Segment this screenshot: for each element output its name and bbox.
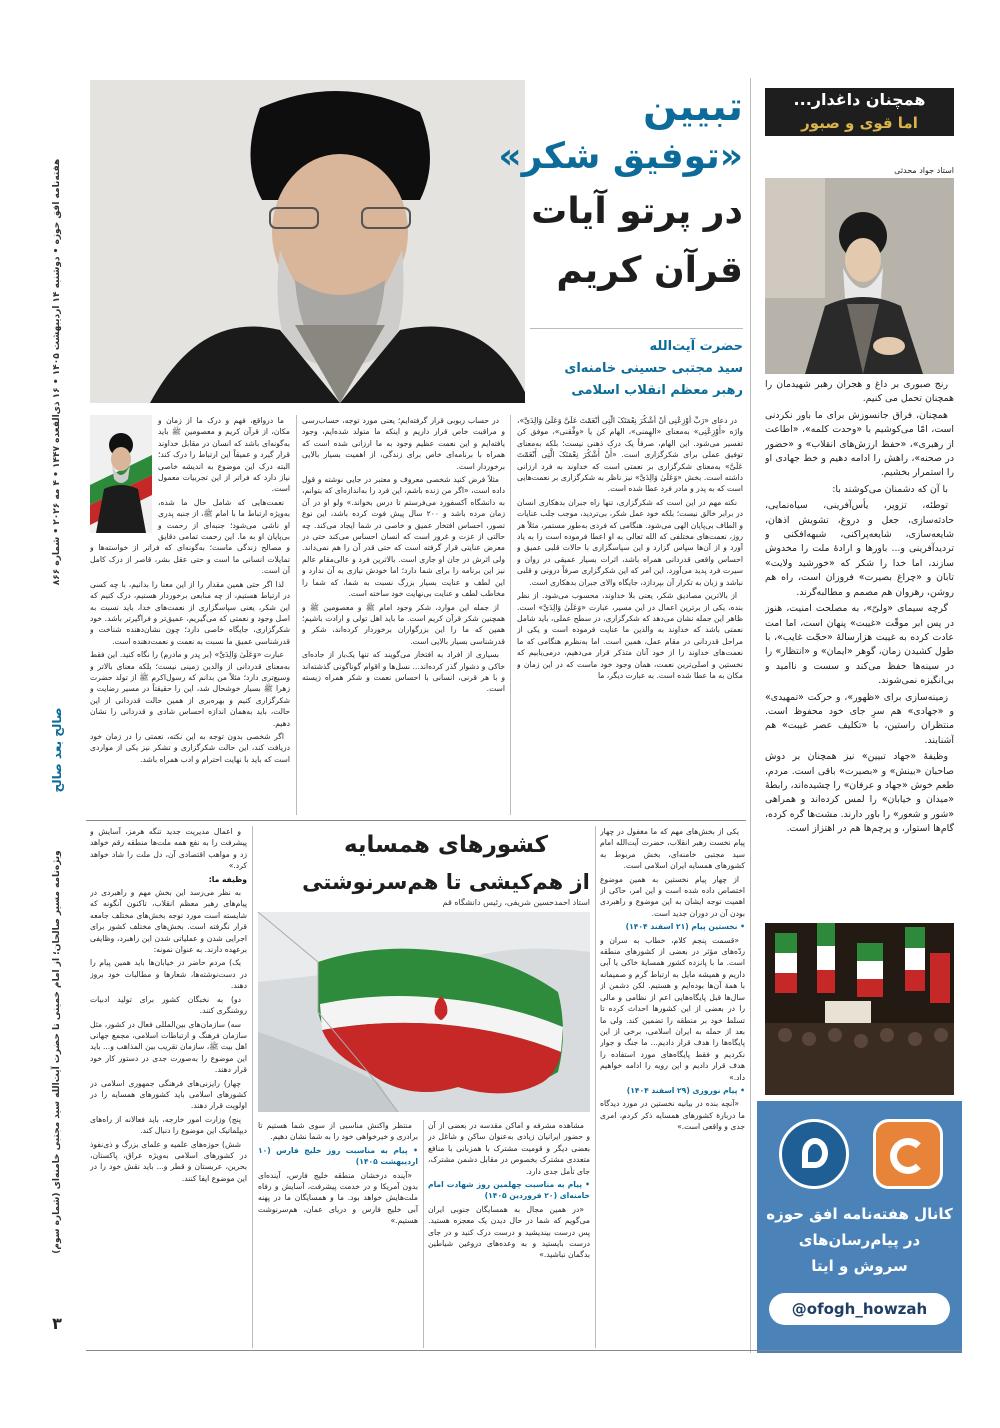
ad-line-2: در پیام‌رسان‌های [798, 1231, 921, 1249]
column-divider [296, 415, 297, 815]
right-column-text [765, 378, 954, 918]
rc-paragraph: زمینه‌سازی برای «ظهور»، و حرکت «تمهیدی» و «جهادی» هم سرِ جای خود محفوظ است. منتظران راستین، با «تکلیف عصر غیبت» هم آشنایند. [765, 691, 954, 746]
second-subheading: • نخستین پیام (۲۱ اسفند ۱۴۰۴) [625, 922, 745, 932]
channel-ad-box[interactable] [757, 1101, 962, 1353]
rc-paragraph: همچنان، فراق جانسوزش برای ما باور نکردنی است، امّا می‌کوشیم با «وحدت کلمه»، «اطاعت از رهبری»، «حفظ ارزش‌های انقلاب» و «حضور در صحنه»، راهش را ادامه دهیم و خط جهادی او را استمرار بخشیم. [765, 409, 954, 479]
column-divider [252, 826, 253, 1348]
rc-paragraph: وظیفهٔ «جهاد تبیین» نیز همچنان بر دوش صاحبان «بینش» و «بصیرت» باقی است. مردم، طعم خوش «جهاد و عرفان» را چشیده‌اند، رابطهٔ «میدان و خیابان» را لمس کرده‌اند و همراهی «شور و شعور» را باور دارند. مشت‌ها گره کرده، گام‌ها استوار، و پرچم‌ها هم در اهتزاز است. [765, 751, 954, 835]
lead-paragraph: نکته مهم در این است که شکرگزاری، تنها راه جبران بدهکاری انسان در برابر خالق نیست؛ بلکه خود عمل شکر، بی‌تردید، موجب جلب عنایات و الطاف بی‌پایان الهی می‌شود. هنگامی که فردی به‌طور مستمر، مثلاً هر روز، نعمت‌های مختلفی که الله تعالی به او اعطا فرموده است را به یاد آورد و از آن‌ها سپاس گزارد و این سپاسگزاری با حالات قلبی عمیق و احساس واقعی قدردانی همراه باشد، اثرات بسیار عمیقی در روان و سیرت فرد پدید می‌آورد. این امر که این شکرگزاری صرفاً درونی و قلبی نباشد و زبان به تکرار آن بپردازد، جایگاه والای جبران بدهکاری است. [517, 497, 743, 587]
ad-line-3: سروش و ایتا [811, 1257, 908, 1275]
side-strip-top-text: هفته‌نامه افق حوزه • دوشنبه ۱۴ اردیبهشت ۱۴۰۵ • ۱۶ ذی‌القعده ۱۴۴۷ • ۴ مه ۲۰۲۶ • شماره ۸۶۶ [52, 158, 62, 586]
second-col-b [428, 1120, 590, 1348]
rc-paragraph: رنج صبوری بر داغ و هجران رهبر شهیدمان را همچنان تحمل می کنیم. [765, 379, 954, 405]
side-strip-bottom-text: ویژه‌نامه مسیر صالحان؛ از امام خمینی تا حضرت آیت‌الله سید مجتبی خامنه‌ای (شماره سوم) [52, 850, 62, 1254]
eitaa-logo-icon [873, 1119, 943, 1189]
leader-photo-figure [765, 178, 954, 374]
rc-paragraph: با آن که دشمنان می‌کوشند با: [832, 483, 948, 495]
second-paragraph: دو) به نخبگان کشور برای تولید ادبیات روشنگری کنند. [90, 994, 247, 1016]
lead-paragraph: بسیاری از افراد به افتخار می‌گویند که تنها یک‌بار از جاده‌ای خاکی و دشوار گذر کرده‌اند... نسل‌ها و اقوام گوناگونی گذشته‌اند و با هر قرنی، انسانی با احساس نعمت و شکر همراه زیسته است. [302, 650, 505, 694]
second-paragraph: «در همین مجال به همسایگان جنوبی ایران می‌گویم که شما در حال دیدن یک معجزه هستید. پس درست بیندیشید و درست درک کنید و در جای درست بایستید و به وعده‌های دروغین شیاطین بدگمان نباشید.» [428, 1204, 590, 1260]
right-column-title-box [765, 88, 954, 136]
side-strip-name: صالح بعد صالح [50, 707, 64, 793]
lead-paragraph: در حساب ربوبی قرار گرفته‌ایم؛ یعنی مورد توجه، حساب‌رسی و مراقبت خاص قرار داریم و اینکه ما متولد شده‌ایم، وجود یافته‌ایم و این نعمت عظیم وجود به ما ارزانی شده است که همراه با برنامه‌ای خاص برای زندگی، از اهمیت بسیار بالایی برخوردار است. [302, 416, 505, 471]
second-paragraph: منتظر واکنش مناسبی از سوی شما هستیم تا برادری و خیرخواهی خود را به شما نشان دهیم. [258, 1121, 418, 1142]
second-paragraph: شش) حوزه‌های علمیه و علمای بزرگ و ذی‌نفوذ در کشورهای اسلامی به‌ویژه عراق، پاکستان، بحرین، عربستان و قطر و... باید نقش خود را در این موضوع ایفا کنند. [90, 1139, 247, 1183]
column-divider [750, 78, 751, 1353]
headline-line-3: در پرتو آیات [531, 191, 743, 232]
second-paragraph: سه) سازمان‌های بین‌المللی فعال در کشور، مثل سازمان فرهنگ و ارتباطات اسلامی، مجمع جهانی اهل بیت ﷺ، سازمان تقریب بین المذاهب و... باید این موضوع را به‌صورت جدی در دستور کار خود قرار دهند. [90, 1019, 247, 1075]
headline-line-4: قرآن کریم [556, 250, 743, 291]
rc-paragraph: توطئه، تزویر، یأس‌آفرینی، سیاه‌نمایی، حادثه‌سازی، جعل و دروغ، تشویش اذهان، شایعه‌سازی، شایعه‌پراکنی، شبهه‌افکنی و تردیدآفرینی و... باورها و ارادهٔ ملت را مخدوش سازند، اما خدا را شکر که «خورشید ولایت» تابان و «چراغ بصیرت» فروزان است، راه هم روشن، رهروان هم مصمم و مطالبه‌گرند. [765, 500, 954, 598]
second-paragraph: و اعمال مدیریت جدید تنگه هرمز، آسایش و پیشرفت را به نفع همه ملت‌ها منطقه رقم خواهد زد و مواهب اقتصادی آن، دل ملت را شاد خواهد کرد.» [90, 827, 247, 871]
page-bottom-line [86, 1350, 962, 1351]
lead-paragraph: از جمله این موارد، شکر وجود امام ﷺ و معصومین ﷺ و همچنین شکر قرآن کریم است. ما باید اهل تولی و ارادت باشیم؛ همین که ما را این بزرگواران برخوردار کرده‌اند، شکر و قدرشناسی بسیار بالایی است. [302, 602, 505, 646]
lead-column-3 [90, 415, 290, 815]
ad-handle[interactable]: @ofogh_howzah [769, 1293, 950, 1325]
second-paragraph: یکی از بخش‌های مهم که ما مغفول در چهار پیام نخست رهبر انقلاب، حضرت آیت‌الله امام سید مجتبی خامنه‌ای، بخش مربوط به کشورهای همسایه ایران اسلامی است. [600, 827, 745, 871]
crowd-photo [765, 923, 954, 1095]
second-paragraph: مشاهده مشرفه و اماکن مقدسه در بعضی از آن و حضور ایرانیان زیادی به‌عنوان ساکن و شاغل در بعضی دیگر و قومیت مشترک با همزبانی با منافع متعددی مشترک بخصوص در مقابل دشمن مشترک، جای تأمل جدی دارد. [428, 1121, 590, 1176]
column-divider [423, 1120, 424, 1348]
second-subheading: • پیام به مناسبت روز خلیج فارس (۱۰ اردیبهشت ۱۴۰۵) [258, 1145, 418, 1167]
headline-line-1: تبیین [643, 84, 743, 130]
column-divider [595, 826, 596, 1348]
lead-byline [528, 336, 743, 402]
headline-divider [530, 328, 743, 329]
byline-1: حضرت آیت‌الله [649, 339, 743, 354]
column-divider [510, 415, 511, 815]
second-headline-2: از هم‌کیشی تا هم‌سرنوشتی [302, 870, 590, 894]
second-col-a [600, 826, 745, 1348]
second-paragraph: «آینده درخشان منطقه خلیج فارس، آینده‌ای بدون آمریکا و در خدمت پیشرفت، آسایش و رفاه ملت‌هایش خواهد بود. ما و همسایگان ما در پهنه آبی خلیج فارس و دریای عمان، هم‌سرنوشت هستیم.» [258, 1170, 418, 1226]
right-column-title-1: همچنان داغدار... [793, 90, 926, 109]
byline-2: سید مجتبی حسینی خامنه‌ای [564, 361, 743, 376]
lead-paragraph: نعمت‌هایی که شامل حال ما شده، به‌ویژه ارتباط ما با امام ﷺ، از جنبه پدری او ناشی می‌شود؛ جنبه‌ای از رحمت و بی‌پایان او به ما. این رحمت تمامی دقایق و مصالح زندگی ماست؛ به‌گونه‌ای که فراتر از خواسته‌ها و تمایلات انسانی ما است و حتی عقل بشر، قاصر از درک کامل آن است. [90, 497, 290, 576]
lead-column-1 [517, 415, 743, 815]
second-subheading: • پیام به مناسبت چهلمین روز شهادت امام خامنه‌ای (۲۰ فروردین ۱۴۰۵) [428, 1180, 590, 1201]
iran-map [258, 912, 590, 1112]
lead-paragraph: در دعای «رَبِّ أَوْزِعْنِی أَنْ أَشْکُرَ نِعْمَتَکَ الَّتِی أَنْعَمْتَ عَلَیَّ وَعَلَیٰ وَالِدَیَّ»، واژه «أَوْزِعْنِی» به‌معنای «الهِمنی»، الهام کن یا «وفِّقنی»، موفق کن تفسیر می‌شود. این الهام، صرفاً یک درک ذهنی نیست؛ بلکه به‌معنای توفیق عملی برای شکرگزاری است. «أَنْ أَشْکُرَ نِعْمَتَکَ الَّتِی أَنْعَمْتَ عَلَیَّ» به‌معنای شکرگزاری بر نعمتی است که خداوند به فرد ارزانی داشته است. بخش «وَعَلَیٰ وَالِدَیَّ» نیز ناظر به شکرگزاری بر نعمت‌هایی است که به پدر و مادر فرد عطا شده است. [517, 416, 743, 494]
second-paragraph: چهار) رایزنی‌های فرهنگی جمهوری اسلامی در کشورهای اسلامی باید کشورهای همسایه را در اولویت قرار دهند. [90, 1078, 247, 1111]
second-col-d [90, 826, 247, 1348]
lead-paragraph: ما درواقع، فهم و درک ما از زمان و مکان، از قرآن کریم و معصومین ﷺ باید به‌گونه‌ای باشد که انسان در مقابل خداوند قرار گیرد و عمیقاً این ارتباط را درک کند؛ البته درک این موضوع به اندیشه خاصی نیاز دارد که فراتر از این تجربیات معمول است. [158, 416, 290, 494]
inset-portrait-figure [90, 415, 152, 533]
byline-3: رهبر معظم انقلاب اسلامی [571, 383, 743, 398]
lead-inset-photo [90, 415, 152, 533]
second-subheading: وظیفه ما: [208, 874, 247, 884]
right-column-author: استاد جواد محدثی [894, 166, 954, 175]
iran-map-figure [258, 912, 590, 1112]
second-paragraph: یک) مردم حاضر در خیابان‌ها باید همین پیام را در دست‌نوشته‌ها، شعارها و مطالبات خود بروز دهند. [90, 958, 247, 991]
side-strip [46, 78, 68, 1348]
lead-paragraph: مثلاً فرض کنید شخصی معروف و معتبر در جایی نوشته و قول داده است، «اگر من زنده باشم، این فرد را به‌اندازه‌ای که بتوانم، به دانشگاه آکسفورد می‌فرستم تا درس بخواند.» ولو او در آن زمان مرده باشد و ۲۰۰ سال پیش فوت کرده باشد، این نوع تصور، احساس افتخار عمیق و خاصی در شما ایجاد می‌کند. چه حالتی از عزت و غرور است که انسان احساس می‌کند حتی در معرض عنایتی قرار گرفته است که حتی قدر آن را هم نمی‌داند. ولی اثرش در جان او جاری است. بالاترین فرد و عالی‌مقام عالم نیز این برنامه را برای شما دارد؛ اما خودش نیازی به آن ندارد و این لطف و عنایت بسیار بزرگ نسبت به شما، که شما را مخاطب لطف و عنایت بی‌نهایت خود ساخته است. [302, 475, 505, 599]
second-headline [300, 826, 592, 900]
page-number: ۳ [52, 1314, 62, 1333]
lead-paragraph: از بالاترین مصادیق شکر، یعنی بلا خداوند، محسوب می‌شود. از نظر بنده، یکی از برترین اعمال در این مسیر، عبارت «وَعَلَیٰ وَالِدَیَّ» است. ظاهر این جمله نشان می‌دهد که شکرگزاری، در سطح عملی، باید شامل نعمتی باشد که خداوند به والدین ما عنایت فرموده است و یکی از مراحل قدردانی در مقام عمل، همین است. اما به‌نظرم هنگامی که ما نعمت‌های خداوند را از خود آنان متذکر قرار می‌دهیم، درمی‌یابیم که نخستین و اصلی‌ترین نعمت، همان وجود خود ماست که در این زمان و مکان به ما عطا شده است. به عبارت دیگر، ما [517, 591, 743, 680]
second-headline-1: کشورهای همسایه [343, 832, 549, 858]
lead-portrait [90, 80, 525, 403]
leader-portrait-figure [90, 80, 525, 403]
lead-paragraph: عبارت «وَعَلَیٰ وَالِدَیَّ» (بر پدر و مادرم) را نگاه کنید. این فقط به‌معنای قدردانی از والدین زمینی نیست؛ بلکه معنای بالاتر و وسیع‌تری دارد؛ مثلاً من بدانم که رسول‌اکرم ﷺ از تولد حضرت زهرا ﷺ بسیار خوشحال شد، این را حقیقتاً در مسیر رضایت و شکرگزاری کنیم و بهره‌بری از همین حالت قدردانی از این حالت، باید به‌همان اندازه احساس شادی و قدردانی را نشان دهیم. [90, 650, 290, 728]
second-paragraph: «آنچه بنده در بیانیه نخستین در مورد دیدگاه ما دربارهٔ کشورهای همسایه ذکر کردم، امری جدی و واقعی است.» [600, 1099, 745, 1132]
lead-headline [498, 82, 743, 330]
right-column-title-2: اما قوی و صبور [801, 114, 918, 132]
headline-line-2: «توفیق شکر» [498, 136, 743, 177]
second-paragraph: از چهار پیام نخستین به همین موضوع اختصاص داده شده است و این امر، حاکی از اهمیت توجه ایشان به این موضوع و راهبردی بودن آن در دوران جدید است. [600, 874, 745, 918]
second-author: استاد احمدحسین شریفی، رئیس دانشگاه قم [442, 898, 590, 907]
lead-paragraph: اگر شخصی بدون توجه به این نکته، نعمتی را در زمان خود دریافت کند، این حالت شکرگزاری و تشکر نیز یکی از مواردی است که باید با نهایت احترام و ادب همراه باشد. [90, 731, 290, 764]
right-column-photo [765, 178, 954, 374]
rc-paragraph: گرچه سیمای «ولیّ»، به مصلحت امنیت، هنوز در پس ابر موقّت «غیبت» پنهان است، اما امت عادت کرده به غیبت هزارسالهٔ «حجّت غایب»، با طول کشیدن زمان، گوهر «ایمان» و «انتظار» را در سینه‌ها حفظ می‌کند و سست و ناامید و بی‌انگیزه نمی‌شوند. [765, 603, 954, 687]
second-paragraph: پنج) وزارت امور خارجه، باید فعالانه از راه‌های دیپلماتیک این موضوع را دنبال کند. [90, 1114, 247, 1136]
crowd-flags-figure [765, 923, 954, 1095]
second-paragraph: به نظر می‌رسد این بخش مهم و راهبردی در پیام‌های رهبر معظم انقلاب، تاکنون آنگونه که شایسته است مورد توجه بخش‌های مختلف جامعه قرار نگرفته است. بخش‌های مختلف کشور برای اجرایی شدن و عملیاتی شدن این راهبرد، وظایفی برعهده دارند. به عنوان نمونه: [90, 888, 247, 955]
lead-paragraph: لذا اگر حتی همین مقدار را از این معنا را بدانیم، با چه کسی در ارتباط هستیم، از چه منابعی برخوردار هستیم، درک کنیم که این شکر، یعنی سپاسگزاری از نعمت‌های خدا، باید نسبت به اصل وجود و نعمتی که می‌گیریم، عمیق‌تر و فراگیرتر باشد. خود شکرگزاری، جایگاه خاصی دارد؛ چون نشان‌دهنده شناخت و قدرشناسی عمیق ما نسبت به نعمت و نعمت‌دهنده است. [90, 579, 290, 646]
section-divider [86, 820, 746, 821]
soroush-logo-icon [779, 1119, 849, 1189]
ad-line-1: کانال هفته‌نامه افق حوزه [766, 1205, 953, 1223]
second-subheading: • پیام نوروزی (۲۹ اسفند ۱۴۰۴) [626, 1085, 745, 1095]
right-column [757, 78, 962, 1353]
second-paragraph: «قسمت پنجم کلام، خطاب به سران و ردّه‌های مؤثر در بعضی از کشورهای منطقه است. ما با پانزده کشور همسایهٔ خاکی یا آبی داریم و همیشه مایل به ارتباط گرم و صمیمانه با همهٔ آن‌ها بوده‌ایم و هستیم. لکن دشمن از سال‌ها قبل پایگاه‌هایی اعم از نظامی و مالی را در بعضی از این کشورها احداث کرده تا تسلط خود بر منطقه را تضمین کند. ولی ما بعد از حمله به ایران اسلامی، برخی از این پایگاه‌ها را هدف قرار دادیم... ما جنگ و جوار نکردیم و فقط پایگاه‌های مورد استفاده را هدف قرار دادیم و این رویه را ادامه خواهیم داد.» [600, 935, 745, 1082]
second-col-c [258, 1120, 418, 1348]
lead-column-2 [302, 415, 505, 815]
